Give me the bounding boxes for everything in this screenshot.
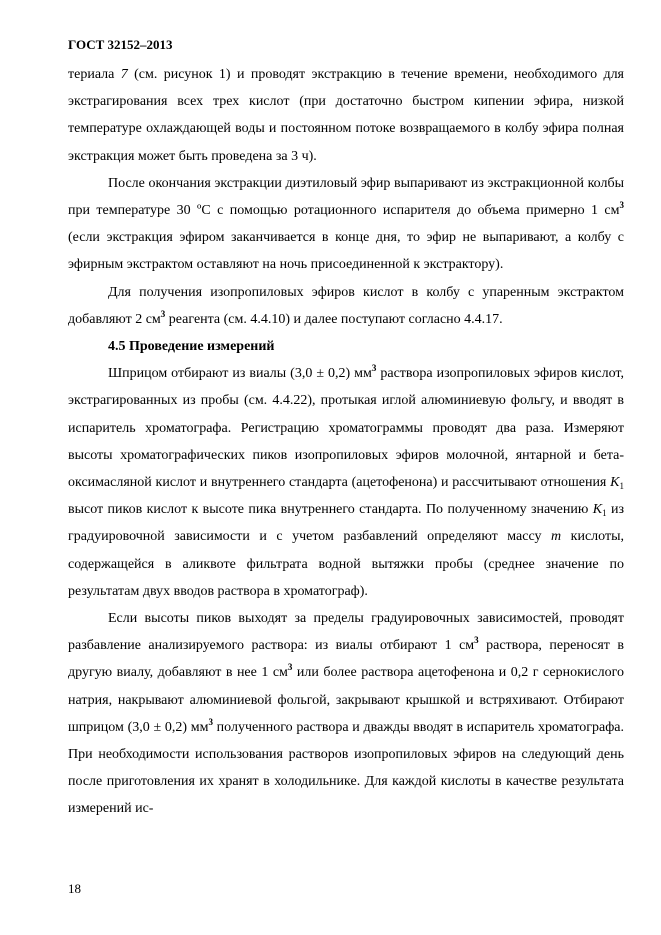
paragraph-evaporation: После окончания экстракции диэтиловый эфир выпаривают из экстракционной колбы при температуре 30 ºС с помощью ротационного испарителя до объема примерно 1 $см^3$ (если экстракция эфиром заканчивается в конце дня, то эфир не выпаривают, а колбу с эфирным экстрактом оставляют на ночь присоединенной к экстрактору). — [68, 175, 624, 273]
document-header: ГОСТ 32152–2013 — [68, 37, 173, 52]
paragraph-measurement: Шприцом отбирают из виалы (3,0 ± 0,2) $мм^3$ раствора изопропиловых эфиров кислот, экстрагированных из пробы (см. 4.4.22), протыкая иглой алюминиевую фольгу, и вводят в испаритель хроматографа. Регистрацию хроматограммы проводят два раза. Измеряют высоты хроматографических пиков изопропиловых эфиров молочной, янтарной и бета-оксимасляной кислот и внутреннего стандарта (ацетофенона) и рассчитывают отношения $K_1$ высот пиков кислот к высоте пика внутреннего стандарта. По полученному значению $K_1$ из градуировочной зависимости и с учетом разбавлений определяют массу m кислоты, содержащейся в аликвоте фильтрата водной вытяжки пробы (среднее значение по результатам двух вводов раствора в хроматограф). — [68, 363, 624, 599]
section-heading: 4.5 Проведение измерений — [108, 339, 275, 355]
page-body — [68, 61, 624, 823]
paragraph-continuation: териала 7 (см. рисунок 1) и проводят экстракцию в течение времени, необходимого для экстрагирования всех трех кислот (при достаточно быстром кипении эфира, низкой температуре охлаждающей воды и постоянном потоке возвращаемого в колбу эфира полная экстракция может быть проведена за 3 ч). — [68, 67, 624, 164]
paragraph-reagent: Для получения изопропиловых эфиров кислот в колбу с упаренным экстрактом добавляют 2 $см^3$ реагента (см. 4.4.10) и далее поступают согласно 4.4.17. — [68, 284, 624, 327]
page-number: 18 — [68, 881, 81, 896]
paragraph-dilution: Если высоты пиков выходят за пределы градуировочных зависимостей, проводят разбавление анализируемого раствора: из виалы отбирают 1 $см^3$ раствора, переносят в другую виалу, добавляют в нее 1 $см^3$ или более раствора ацетофенона и 0,2 г сернокислого натрия, накрывают алюминиевой фольгой, закрывают крышкой и встряхивают. Отбирают шприцом (3,0 ± 0,2) $мм^3$ полученного раствора и дважды вводят в испаритель хроматографа. При необходимости использования растворов изопропиловых эфиров на следующий день после приготовления их хранят в холодильнике. Для каждой кислоты в качестве результата измерений ис- — [68, 611, 625, 817]
